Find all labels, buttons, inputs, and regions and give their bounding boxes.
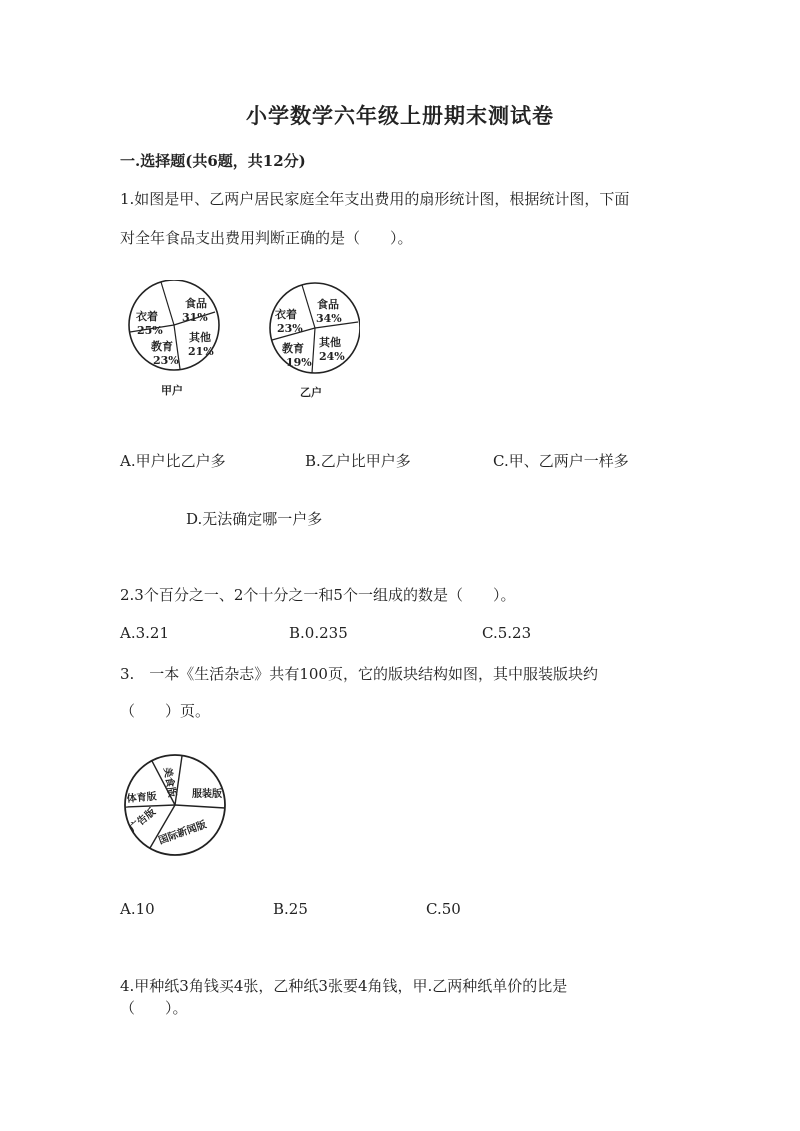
pie-jia-slice-4-name: 衣着 — [136, 310, 158, 323]
question-3-option-c[interactable]: C.50 — [426, 900, 461, 918]
pie-yi-divider-3 — [312, 328, 315, 373]
pie-yi-slice-4-value: 23% — [277, 322, 303, 335]
question-2-option-c[interactable]: C.5.23 — [482, 624, 532, 642]
question-2-option-b[interactable]: B.0.235 — [289, 624, 348, 642]
question-1-option-b[interactable]: B.乙户比甲户多 — [305, 452, 411, 470]
pie-jia-slice-1-value: 31% — [182, 311, 208, 324]
question-1-line-2: 对全年食品支出费用判断正确的是（ ）。 — [120, 229, 413, 247]
pie-magazine-divider-2 — [175, 756, 182, 805]
pie-jia-divider-1 — [161, 282, 174, 325]
pie-yi-slice-1-name: 食品 — [317, 298, 339, 311]
question-3-line-2: （ ）页。 — [120, 702, 211, 720]
question-2-text: 2.3个百分之一、2个十分之一和5个一组成的数是（ ）。 — [120, 586, 516, 604]
pie-chart-yi — [270, 283, 360, 399]
pie-yi-divider-1 — [302, 285, 315, 328]
question-4-line-1: 4.甲种纸3角钱买4张，乙种纸3张要4角钱，甲.乙两种纸单价的比是 — [120, 977, 568, 995]
pie-yi-slice-2-value: 24% — [319, 350, 345, 363]
pie-jia-slice-3-name: 教育 — [151, 340, 173, 353]
pie-magazine-label-food: 美食版 — [161, 766, 178, 799]
pie-chart-jia — [129, 280, 219, 397]
pie-magazine-label-clothing: 服装版 — [192, 789, 222, 800]
pie-magazine-label-sports: 体育版 — [126, 791, 158, 805]
question-1-option-c[interactable]: C.甲、乙两户一样多 — [493, 452, 629, 470]
pie-jia-slice-4-value: 25% — [137, 324, 163, 337]
question-1-option-a[interactable]: A.甲户比乙户多 — [120, 452, 226, 470]
pie-jia-slice-2-value: 21% — [188, 345, 214, 358]
pie-yi-caption: 乙户 — [300, 386, 322, 399]
pie-magazine-label-ads: 广告版 — [127, 806, 158, 835]
pie-jia-slice-2-name: 其他 — [189, 331, 211, 344]
question-3-line-1: 3. 一本《生活杂志》共有100页，它的版块结构如图，其中服装版块约 — [120, 665, 598, 683]
question-4-line-2: （ ）。 — [120, 999, 188, 1017]
pie-yi-slice-1-value: 34% — [316, 312, 342, 325]
pie-jia-slice-3-value: 23% — [153, 354, 179, 367]
pie-yi-slice-3-value: 19% — [286, 356, 312, 369]
pie-yi-slice-3-name: 教育 — [282, 342, 304, 355]
page-title: 小学数学六年级上册期末测试卷 — [246, 103, 554, 128]
question-3-option-b[interactable]: B.25 — [273, 900, 308, 918]
pie-magazine-label-news: 国际新闻版 — [157, 819, 209, 847]
question-1-option-d[interactable]: D.无法确定哪一户多 — [186, 510, 323, 528]
question-1-line-1: 1.如图是甲、乙两户居民家庭全年支出费用的扇形统计图，根据统计图，下面 — [120, 190, 630, 208]
section-heading: 一.选择题(共6题，共12分) — [120, 152, 306, 170]
pie-yi-slice-4-name: 衣着 — [275, 308, 297, 321]
pie-yi-slice-2-name: 其他 — [319, 336, 341, 349]
question-1-pie-charts — [120, 280, 360, 405]
pie-jia-slice-1-name: 食品 — [185, 297, 207, 310]
question-2-option-a[interactable]: A.3.21 — [120, 624, 169, 642]
pie-magazine-divider-3 — [175, 805, 225, 808]
pie-jia-caption: 甲户 — [161, 384, 183, 397]
question-3-option-a[interactable]: A.10 — [120, 900, 155, 918]
question-3-pie-chart — [124, 752, 228, 858]
